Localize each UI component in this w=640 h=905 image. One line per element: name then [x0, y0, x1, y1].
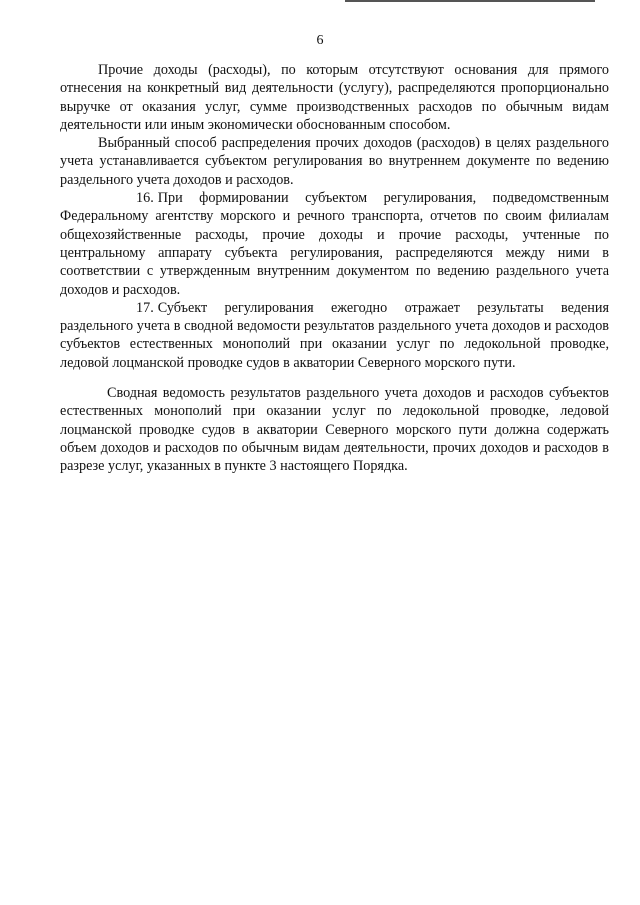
scan-edge-line	[345, 0, 595, 2]
paragraph-16	[60, 189, 609, 299]
paragraph-17	[60, 299, 609, 372]
paragraph-number: 17.	[136, 299, 154, 316]
paragraph-number: 16.	[136, 190, 154, 207]
paragraph-text: Сводная ведомость результатов раздельного учета доходов и расходов субъектов естественных монополий при оказании услуг по ледокольной проводке, ледовой лоцманской проводке судов в акватории Северного морского пути должна содержать объем доходов и расходов по обычным видам деятельности, прочих доходов и расходов в разрезе услуг, указанных в пункте 3 настоящего Порядка.	[60, 385, 609, 475]
paragraph-text: Прочие доходы (расходы), по которым отсутствуют основания для прямого отнесения на конкретный вид деятельности (услугу), распределяются пропорционально выручке от оказания услуг, сумме производственных расходов по обычным видам деятельности или иным экономически обоснованным способом.	[60, 62, 609, 133]
paragraph-text: Субъект регулирования ежегодно отражает результаты ведения раздельного учета в сводной ведомости результатов раздельного учета доходов и расходов субъектов естественных монополий при оказании услуг по ледокольной проводке, ледовой лоцманской проводке судов в акватории Северного морского пути.	[60, 299, 609, 371]
paragraph-distribution-method	[60, 134, 609, 189]
page-number: 6	[316, 33, 324, 48]
paragraph-text: При формировании субъектом регулирования, подведомственным Федеральному агентству морского и речного транспорта, отчетов по своим филиалам общехозяйственные расходы, прочие доходы и прочие расходы, учтенные по центральному аппарату субъекта регулирования, распределяются между ними в соответствии с утвержденным внутренним документом по ведению раздельного учета доходов и расходов.	[60, 190, 609, 298]
paragraph-other-income	[60, 61, 609, 134]
document-body	[60, 61, 609, 476]
paragraph-text: Выбранный способ распределения прочих доходов (расходов) в целях раздельного учета устанавливается субъектом регулирования во внутреннем документе по ведению раздельного учета доходов и расходов.	[60, 135, 609, 188]
paragraph-summary-statement	[60, 384, 609, 475]
